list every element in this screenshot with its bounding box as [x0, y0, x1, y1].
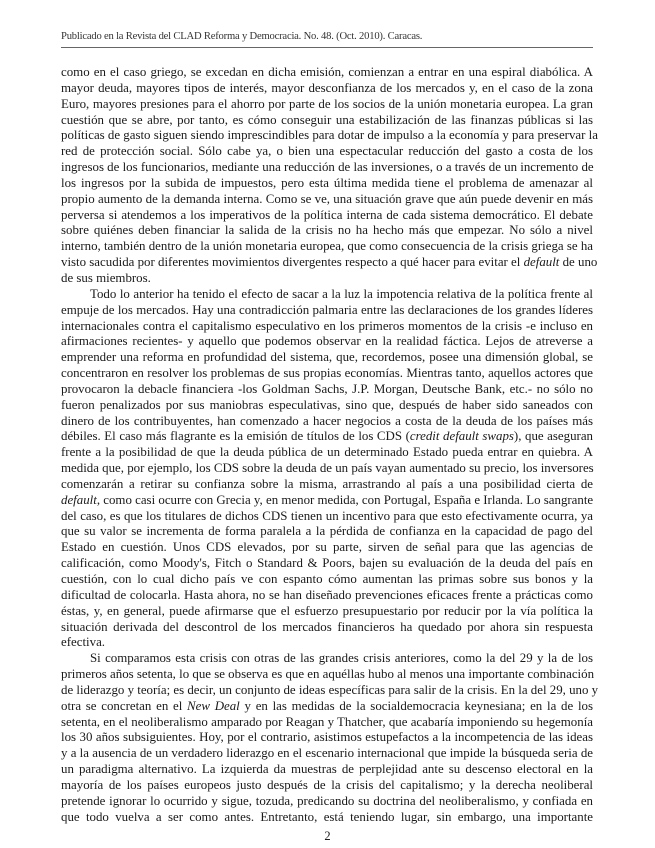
text-line: Estado en cuestión. Unos CDS elevados, por su parte, sirven de señal para que las agencias de	[61, 540, 593, 555]
paragraph	[61, 651, 599, 825]
text-line: provocaron la debacle financiera -los Goldman Sachs, J.P. Morgan, Deutsche Bank, etc.- no sólo no	[61, 381, 593, 396]
text-line: fueron penalizados por sus maniobras especulativas, sino que, después de haber sido saneados con	[61, 397, 593, 412]
text-segment: de uno	[559, 255, 598, 270]
text-segment: ), que aseguran	[513, 429, 593, 444]
text-line: concentraron en resolver los problemas de sus propias economías. Mientras tanto, aquellos actores que	[61, 366, 593, 381]
italic-term: New Deal	[187, 698, 240, 713]
text-line: internacionales contra el capitalismo especulativo en los primeros momentos de la crisis -e incluso en	[61, 318, 593, 333]
paragraph	[61, 65, 598, 287]
text-line: Si comparamos esta crisis con otras de las grandes crisis anteriores, como la del 29 y la de los	[90, 651, 593, 666]
text-line: comenzarán a retirar su confianza sobre la misma, arrastrando al país a una posibilidad cierta de	[61, 476, 593, 491]
text-line: los ingresos por la subida de impuestos, pero esta última medida tiene el problema de amenazar al	[61, 175, 593, 190]
text-line: éstas, y, en general, puede afirmarse que el esfuerzo presupuestario por reducir por la vía política la	[61, 603, 593, 618]
text-line: situación derivada del descontrol de los mercados financieros ha quedado por ahora sin respuesta	[61, 619, 593, 634]
text-segment: y en las medidas de la socialdemocracia keynesiana; en la de los	[239, 698, 593, 713]
text-line: primeros años setenta, lo que se observa es que en aquéllas hubo al menos una importante combinación	[61, 667, 595, 682]
text-line	[61, 699, 593, 715]
text-line: un paradigma alternativo. La izquierda da muestras de perplejidad ante su descenso electoral en la	[61, 762, 593, 777]
header-rule	[61, 47, 593, 48]
text-segment: , como casi ocurre con Grecia y, en menor medida, con Portugal, España e Irlanda. Lo sangrante	[96, 492, 594, 507]
text-line: dinero de los contribuyentes, han comenzado a hacer negocios a costa de la deuda de los países más	[61, 413, 593, 428]
text-line: empuje de los mercados. Hay una contradicción palmaria entre las declaraciones de los grandes líderes	[61, 302, 593, 317]
text-line: ingresos de los funcionarios, mediante una reducción de las inversiones, o a través de un incremento de	[61, 160, 594, 175]
text-line: interno, también dentro de la unión monetaria europea, que como consecuencia de la crisis griega se ha	[61, 239, 593, 254]
text-line: efectiva.	[61, 635, 106, 650]
text-segment: débiles. El caso más flagrante es la emisión de títulos de los CDS (	[61, 429, 410, 444]
italic-term: default	[61, 492, 97, 507]
text-line: Todo lo anterior ha tenido el efecto de sacar a la luz la impotencia relativa de la política frente al	[90, 286, 593, 301]
text-line: propio aumento de la demanda interna. Como se ve, una situación grave que aún puede devenir en más	[61, 191, 593, 206]
text-line	[61, 429, 593, 445]
text-line: cuestión que se abre, por tanto, es cómo conseguir una estabilización de las finanzas públicas si las	[61, 112, 593, 127]
text-line: medida que, por ejemplo, los CDS sobre la deuda de un país vayan aumentado su precio, los inversores	[61, 461, 594, 476]
text-line: pretende ignorar lo ocurrido y sigue, tozuda, predicando su doctrina del neoliberalismo, y confiada en	[61, 793, 593, 808]
document-body	[61, 65, 599, 826]
text-line: que su valor se incrementa de forma paralela a la pérdida de confianza en la capacidad de pago del	[61, 524, 593, 539]
text-line: y a la ausencia de un verdadero liderazgo en el escenario internacional que impide la búsqueda seria de	[61, 746, 593, 761]
text-line: como en el caso griego, se excedan en dicha emisión, comienzan a entrar en una espiral diabólica. A	[61, 65, 593, 79]
text-line: de sus miembros.	[61, 270, 151, 285]
text-line: frente a la posibilidad de que la deuda pública de un determinado Estado pueda entrar en quiebra. A	[61, 445, 593, 460]
text-line: mayor deuda, mayores tipos de interés, mayor desconfianza de los mercados y, en el caso de la zona	[61, 80, 593, 95]
text-line: perversa si atendemos a los imperativos de la política interna de cada sistema democrático. El debate	[61, 207, 593, 222]
text-line: calificación, como Moody's, Fitch o Standard & Poors, bajen su evaluación de la deuda del país en	[61, 556, 593, 571]
italic-term: credit default swaps	[409, 429, 514, 444]
text-line: de liderazgo y teoría; es decir, un conjunto de ideas específicas para salir de la crisis. En la del 29, uno y	[61, 682, 599, 697]
text-line: que todo vuelva a ser como antes. Entretanto, está teniendo lugar, sin embargo, una importante	[61, 809, 593, 824]
page-number: 2	[324, 829, 331, 843]
text-line	[61, 255, 598, 271]
text-line: los 30 años subsiguientes. Hoy, por el contrario, asistimos estupefactos a la incompetencia de las ideas	[61, 730, 593, 745]
text-line: setenta, en el neoliberalismo amparado por Reagan y Thatcher, que acabaría imponiendo su hegemonía	[61, 714, 593, 729]
text-line: sobre quiénes deben financiar la salida de la crisis no ha hecho más que empezar. No sólo a nivel	[61, 223, 593, 238]
paragraph	[61, 287, 593, 651]
text-line: red de protección social. Sólo cabe ya, o bien una espectacular reducción del gasto a costa de los	[61, 144, 593, 159]
running-header: Publicado en la Revista del CLAD Reforma y Democracia. No. 48. (Oct. 2010). Caracas.	[61, 31, 423, 42]
text-line: del caso, es que los titulares de dichos CDS tienen un incentivo para que esto efectivamente ocurra, ya	[61, 508, 593, 523]
text-line: políticas de gasto siguen siendo imprescindibles para dotar de impulso a la economía y para preservar la	[61, 128, 598, 143]
text-line: dificultad de colocarla. Hasta ahora, no se han diseñado prevenciones eficaces frente a prácticas como	[61, 587, 593, 602]
text-segment: visto sacudida por diferentes movimientos divergentes respecto a qué hacer para evitar el	[61, 255, 524, 270]
text-line: emprender una reforma en profundidad del sistema, que, recordemos, posee una dimensión global, se	[61, 350, 593, 365]
text-segment: otra se concretan en el	[61, 698, 188, 713]
text-line: cuestión, con lo cual dicho país ve con espanto cómo aumentan las primas sobre sus bonos y la	[61, 572, 593, 586]
text-line: afirmaciones recientes- y aquello que podemos observar en la realidad fáctica. Lejos de atreverse a	[61, 334, 593, 349]
text-line	[61, 493, 593, 509]
text-line: Euro, mayores presiones para el ahorro por parte de los socios de la unión monetaria europea. La gran	[61, 96, 593, 111]
italic-term: default	[523, 255, 560, 270]
text-line: mayoría de los países europeos justo después de la crisis del capitalismo; y la derecha neoliberal	[61, 777, 593, 792]
